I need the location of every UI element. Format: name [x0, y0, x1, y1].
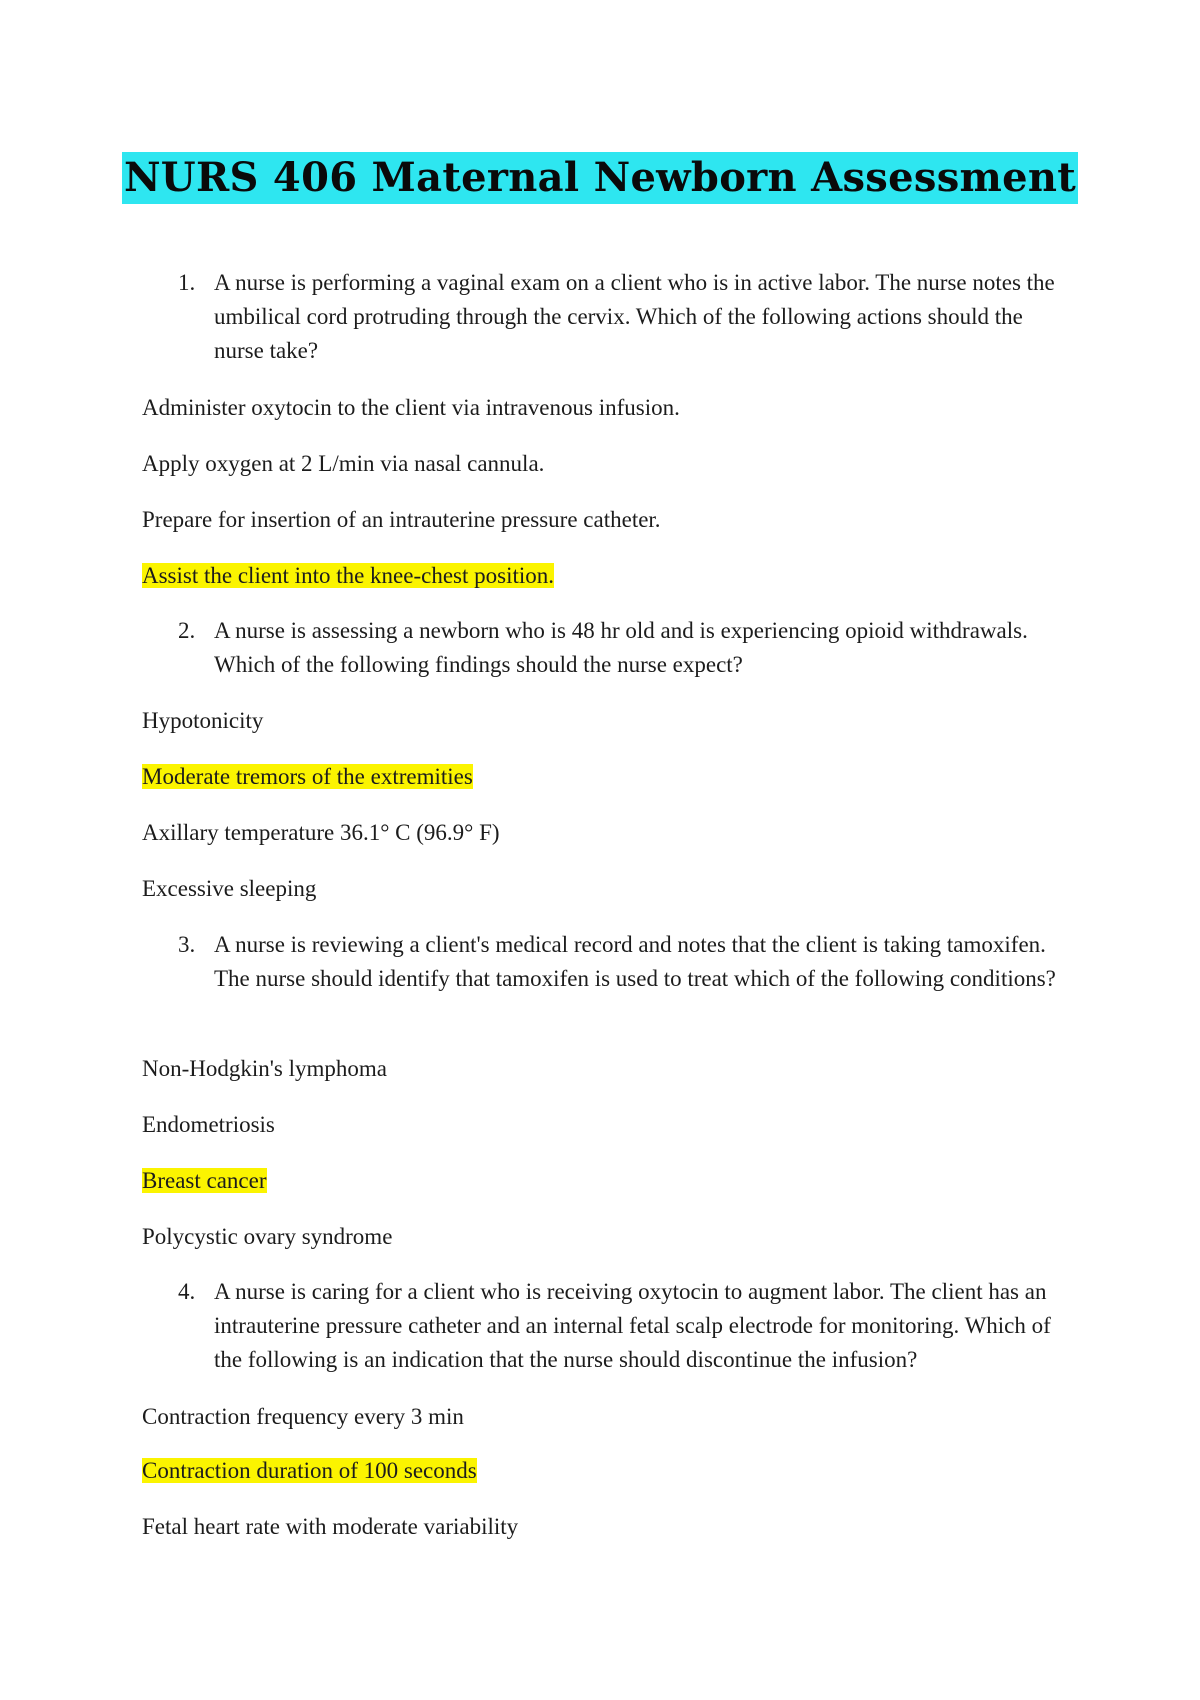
question-text: A nurse is performing a vaginal exam on a client who is in active labor. The nurse notes the umbilical cord protruding through the cervix. Which of the following actions should the nurse take?: [214, 270, 1055, 363]
answer-option: Non-Hodgkin's lymphoma: [142, 1056, 387, 1081]
question-number: 2.: [178, 618, 196, 643]
question-number: 3.: [178, 932, 196, 957]
answer-option: Axillary temperature 36.1° C (96.9° F): [142, 820, 500, 845]
answer-highlight: Moderate tremors of the extremities: [142, 764, 473, 789]
page-title: NURS 406 Maternal Newborn Assessment: [122, 152, 1078, 204]
answer-option: Fetal heart rate with moderate variability: [142, 1514, 519, 1539]
answer-option: Polycystic ovary syndrome: [142, 1224, 393, 1249]
question-text: A nurse is reviewing a client's medical record and notes that the client is taking tamoxifen. The nurse should identify that tamoxifen is used to treat which of the following conditions?: [214, 932, 1056, 991]
answer-option: Contraction frequency every 3 min: [142, 1404, 464, 1429]
correct-answer-option: [142, 561, 554, 591]
question-text: A nurse is caring for a client who is receiving oxytocin to augment labor. The client has an intrauterine pressure catheter and an internal fetal scalp electrode for monitoring. Which of the following is an indication that the nurse should discontinue the infusion?: [214, 1279, 1051, 1372]
question-3: [178, 928, 1058, 996]
answer-highlight: Contraction duration of 100 seconds: [142, 1458, 477, 1483]
answer-option: Administer oxytocin to the client via intravenous infusion.: [142, 395, 680, 420]
correct-answer-option: [142, 1166, 267, 1196]
question-number: 1.: [178, 270, 196, 295]
correct-answer-option: [142, 1456, 477, 1486]
question-1: [178, 266, 1058, 368]
question-2: [178, 614, 1058, 682]
answer-option: Excessive sleeping: [142, 876, 317, 901]
answer-option: Prepare for insertion of an intrauterine pressure catheter.: [142, 507, 661, 532]
answer-highlight: Breast cancer: [142, 1168, 267, 1193]
answer-highlight: Assist the client into the knee-chest position.: [142, 563, 555, 588]
answer-option: Apply oxygen at 2 L/min via nasal cannula.: [142, 451, 545, 476]
question-number: 4.: [178, 1279, 196, 1304]
answer-option: Endometriosis: [142, 1112, 275, 1137]
title-container: [0, 152, 1200, 204]
question-text: A nurse is assessing a newborn who is 48 hr old and is experiencing opioid withdrawals. Which of the following findings should the nurse expect?: [214, 618, 1028, 677]
answer-option: Hypotonicity: [142, 708, 264, 733]
correct-answer-option: [142, 762, 473, 792]
question-4: [178, 1275, 1058, 1377]
